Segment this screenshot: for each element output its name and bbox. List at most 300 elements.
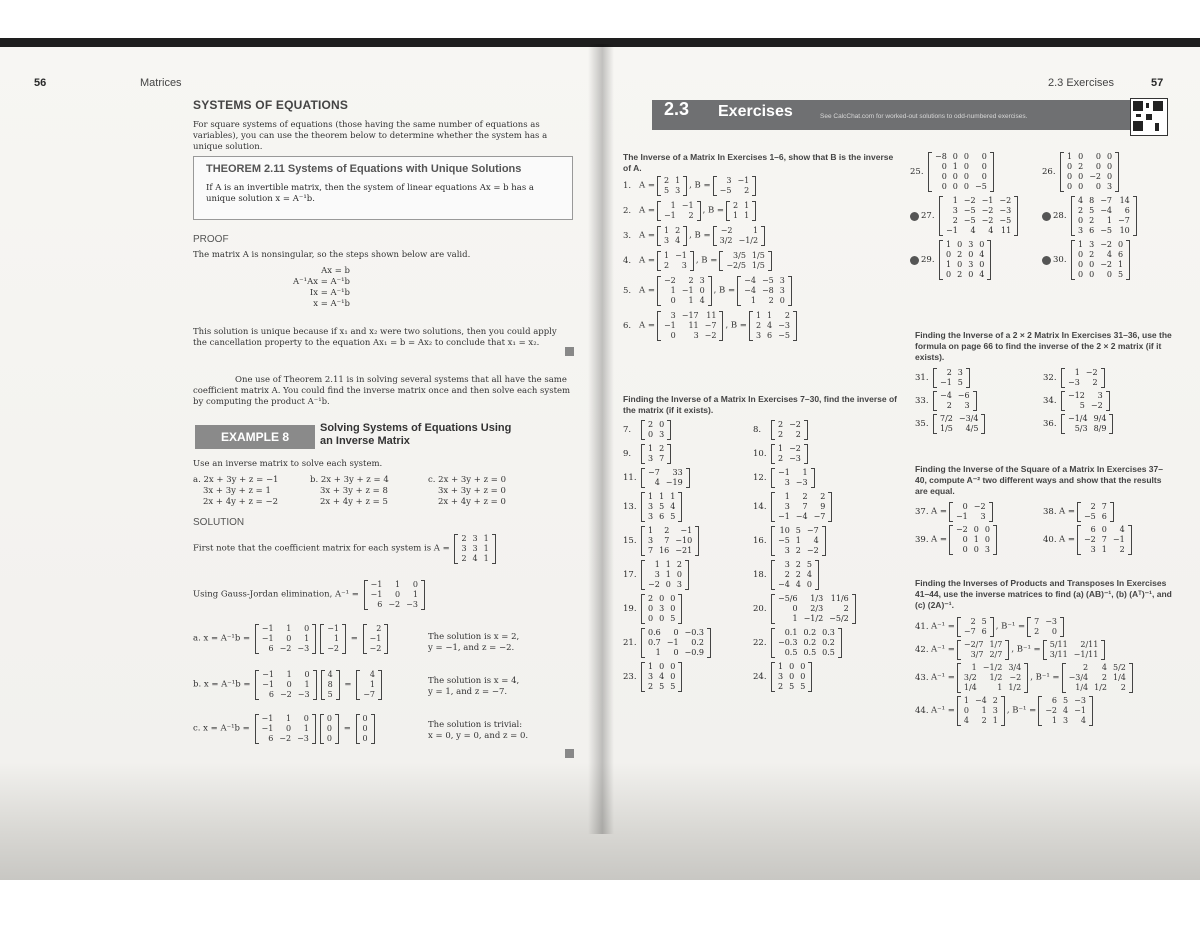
matrix-entry: 2 — [744, 186, 750, 195]
matrix-entry: 3 — [648, 512, 654, 521]
matrix-entry: −1 — [680, 526, 693, 535]
exercise-number: 23. — [623, 671, 637, 682]
matrix-entry: 2 — [664, 526, 670, 535]
matrix — [771, 444, 808, 464]
matrix-entry: 3 — [778, 672, 784, 681]
equation: 3x + 3y + z = 8 — [320, 486, 388, 496]
matrix-entry: 3/7 — [970, 650, 984, 659]
matrix — [1038, 696, 1093, 726]
exercise-number: 20. — [753, 603, 767, 614]
matrix-entry: 2 — [376, 624, 382, 633]
matrix-entry: −2 — [279, 644, 292, 653]
matrix — [771, 560, 819, 590]
exercise-number: 44. — [915, 705, 929, 716]
matrix-entry: 4 — [979, 250, 985, 259]
matrix — [1061, 391, 1110, 411]
exercises-1-6 — [623, 176, 898, 346]
exercise-number: 5. — [623, 285, 632, 296]
exercise-item — [1042, 152, 1174, 192]
exercise-number: 24. — [753, 671, 767, 682]
exercise-item — [1042, 240, 1174, 280]
matrix-entry: 3 — [784, 560, 790, 569]
exercise-row — [623, 492, 898, 522]
matrix-entry: −8 — [935, 152, 947, 161]
matrix-entry: 0 — [670, 662, 676, 671]
matrix-entry: 5 — [1117, 270, 1124, 279]
matrix-entry: −2 — [369, 644, 382, 653]
matrix-label: A = — [1059, 534, 1075, 545]
matrix-entry: 3/4 — [1008, 663, 1022, 672]
matrix-entry: −2 — [955, 525, 968, 534]
matrix-entry: 2 — [659, 444, 665, 453]
matrix — [957, 640, 1009, 660]
matrix-entry: −1 — [666, 638, 679, 647]
exercise-item — [623, 628, 753, 658]
matrix-entry: 3 — [784, 502, 790, 511]
matrix-entry: −0.3 — [778, 638, 798, 647]
exercise-item — [915, 368, 1043, 388]
matrix-entry: 2 — [946, 401, 952, 410]
matrix — [939, 240, 991, 280]
theorem-body: If A is an invertible matrix, then the system of linear equations Ax = b has a unique solution x = A⁻¹b. — [206, 183, 534, 204]
note-line: y = 1, and z = −7. — [428, 687, 508, 697]
matrix-entry: 4 — [1080, 716, 1086, 725]
matrix-entry: −2 — [973, 502, 986, 511]
matrix-entry: 0 — [792, 604, 798, 613]
matrix-entry: 6 — [1051, 696, 1058, 705]
matrix-entry: 6 — [1117, 250, 1124, 259]
matrix-entry: −1 — [369, 634, 382, 643]
matrix-entry: 0 — [326, 724, 332, 733]
exercise-number: 30. — [1053, 254, 1067, 265]
matrix-entry: 4 — [472, 554, 478, 563]
matrix-entry: 0 — [984, 525, 990, 534]
matrix-entry: 3 — [952, 206, 958, 215]
matrix-entry: 0 — [362, 714, 368, 723]
exercise-item — [753, 468, 883, 488]
usage-paragraph: One use of Theorem 2.11 is in solving several systems that all have the same coefficient matrix A. You could find the inverse matrix once and then solve each system by computing the product A⁻¹b. — [193, 375, 571, 407]
exercise-number: 33. — [915, 395, 929, 406]
matrix-entry: 5 — [659, 502, 665, 511]
matrix — [356, 714, 375, 744]
exercise-item — [753, 492, 883, 522]
matrix-entry: −1 — [737, 176, 750, 185]
matrix-entry: 0.2 — [691, 638, 704, 647]
exercise-number: 41. — [915, 621, 929, 632]
matrix-entry: 0 — [1078, 250, 1084, 259]
matrix — [933, 368, 970, 388]
matrix-entry: 3 — [472, 534, 478, 543]
subsection-square: Finding the Inverse of the Square of a Matrix In Exercises 37–40, compute A⁻² two different ways and show that the results are equal. — [915, 464, 1163, 496]
matrix-entry: 2 — [663, 261, 670, 270]
matrix-entry: 3 — [968, 240, 974, 249]
running-head: 2.3 Exercises — [1048, 77, 1115, 89]
exercise-item — [1043, 525, 1171, 555]
matrix-entry: 1/3 — [810, 594, 824, 603]
matrix-label: A = — [639, 320, 655, 331]
matrix-entry: 0 — [952, 182, 958, 191]
exercise-item — [1043, 391, 1171, 411]
matrix-entry: 1 — [802, 468, 808, 477]
matrix-entry: 5/2 — [1113, 663, 1126, 672]
matrix-entry: 2 — [946, 368, 952, 377]
matrix-entry: 7 — [1101, 502, 1107, 511]
matrix-entry: −5 — [999, 216, 1012, 225]
matrix-entry: 1 — [659, 492, 665, 501]
matrix-entry: −1/2 — [982, 663, 1003, 672]
matrix-entry: −2 — [1083, 535, 1096, 544]
exercise-row — [910, 152, 1175, 192]
matrix — [1062, 663, 1133, 693]
matrix-entry: 6 — [659, 512, 665, 521]
exercise-number: 11. — [623, 472, 637, 483]
exercise-item — [915, 525, 1043, 555]
matrix-entry: 0 — [412, 580, 418, 589]
matrix-entry: 1 — [670, 286, 676, 295]
matrix-entry: 1 — [1101, 545, 1107, 554]
exercise-item — [753, 594, 883, 624]
matrix-entry: 1 — [483, 554, 489, 563]
matrix-entry: −8 — [761, 286, 774, 295]
matrix-entry: −2 — [1100, 260, 1112, 269]
matrix-entry: −3 — [795, 478, 808, 487]
matrix-entry: 5 — [957, 378, 963, 387]
matrix-entry: 1 — [963, 696, 969, 705]
matrix-entry: 2 — [778, 430, 784, 439]
matrix-entry: −1 — [370, 580, 383, 589]
matrix-entry: −7 — [963, 627, 976, 636]
matrix-entry: −4 — [974, 696, 987, 705]
qr-code-icon — [1130, 98, 1168, 136]
matrix — [957, 617, 994, 637]
matrix-entry: 1 — [286, 714, 292, 723]
exercise-item — [623, 526, 753, 556]
matrix-entry: 0 — [1095, 182, 1101, 191]
matrix-entry: 6 — [1101, 512, 1107, 521]
matrix-entry: 4 — [795, 580, 801, 589]
exercise-number: 17. — [623, 569, 637, 580]
matrix-entry: 2 — [733, 201, 739, 210]
matrix-entry: −4 — [744, 276, 756, 285]
matrix — [713, 226, 765, 246]
matrix — [255, 624, 316, 654]
matrix-entry: 5 — [670, 512, 676, 521]
equation: 2x + 4y + z = −2 — [203, 497, 278, 507]
matrix-entry: −1 — [262, 680, 274, 689]
matrix-entry: 3 — [681, 261, 687, 270]
matrix-entry: 0 — [286, 724, 292, 733]
exercise-item — [753, 526, 883, 556]
matrix-entry: 0 — [1078, 182, 1084, 191]
matrix-entry: −2 — [1089, 172, 1101, 181]
matrix — [737, 276, 792, 306]
matrix-entry: 0 — [800, 672, 806, 681]
exercise-row — [623, 560, 898, 590]
matrix-entry: −2 — [1100, 240, 1112, 249]
matrix — [771, 420, 808, 440]
end-of-example-mark — [565, 749, 574, 758]
matrix-entry: 4 — [1106, 250, 1112, 259]
matrix-entry: 3 — [755, 331, 762, 340]
exercise-number: 9. — [623, 448, 632, 459]
matrix-entry: 0 — [957, 260, 963, 269]
matrix-entry: −1 — [370, 590, 383, 599]
matrix-entry: 1 — [784, 492, 790, 501]
section-title: SYSTEMS OF EQUATIONS — [193, 98, 349, 112]
matrix — [719, 251, 771, 271]
matrix-entry: 4 — [806, 570, 812, 579]
matrix-entry: 0.7 — [648, 638, 661, 647]
matrix-entry: −12 — [1068, 391, 1085, 400]
matrix — [641, 444, 671, 464]
matrix-entry: 3 — [1090, 545, 1096, 554]
matrix-entry: 2 — [952, 216, 958, 225]
matrix-entry: 2 — [981, 716, 987, 725]
matrix-entry: 0 — [962, 502, 968, 511]
matrix-entry: 2 — [675, 226, 681, 235]
matrix-entry: 0 — [326, 734, 332, 743]
matrix-entry: 6 — [377, 600, 383, 609]
matrix — [957, 696, 1005, 726]
matrix-entry: 4 — [654, 478, 660, 487]
matrix-entry: −7 — [1117, 216, 1130, 225]
matrix-entry: 1 — [286, 670, 292, 679]
matrix-entry: 3 — [1089, 240, 1095, 249]
matrix-entry: −3 — [297, 734, 309, 743]
matrix — [771, 594, 856, 624]
equation: c. 2x + 3y + z = 0 — [428, 475, 507, 485]
matrix-entry: −5/6 — [778, 594, 798, 603]
matrix-entry: 0 — [303, 714, 309, 723]
matrix-entry: −2 — [999, 196, 1012, 205]
matrix-entry: 1 — [304, 680, 310, 689]
subsection-find-inverse: Finding the Inverse of a Matrix In Exercises 7–30, find the inverse of the matrix (if it exists). — [623, 394, 897, 415]
matrix — [641, 492, 682, 522]
matrix-entry: 1 — [663, 226, 670, 235]
matrix-entry: 0.2 — [803, 638, 817, 647]
matrix-entry: 0 — [304, 624, 310, 633]
matrix-entry: 10 — [1119, 226, 1130, 235]
matrix-entry: 0 — [648, 430, 654, 439]
exercise-number: 3. — [623, 230, 632, 241]
exercise-number: 1. — [623, 180, 632, 191]
matrix-entry: −21 — [675, 546, 693, 555]
matrix-entry: −7 — [813, 512, 826, 521]
exercise-item — [915, 414, 1043, 434]
matrix-entry: 1 — [795, 536, 801, 545]
exercise-item — [915, 391, 1043, 411]
matrix — [641, 560, 689, 590]
matrix-entry: 4 — [1078, 196, 1084, 205]
matrix-entry: 0.2 — [822, 638, 835, 647]
matrix — [749, 311, 797, 341]
matrix-entry: 5 — [806, 560, 812, 569]
matrix-entry: 1 — [971, 663, 977, 672]
equation: 3x + 3y + z = 1 — [203, 486, 271, 496]
example-prompt: Use an inverse matrix to solve each system. — [193, 459, 383, 469]
exercise-item — [915, 663, 1173, 693]
matrix-entry: 1/2 — [1008, 683, 1022, 692]
matrix — [255, 670, 316, 700]
matrix-entry: 5 — [663, 186, 670, 195]
matrix-entry: −3/4 — [958, 414, 979, 423]
matrix-entry: 2 — [778, 682, 784, 691]
proof-step: A⁻¹Ax = A⁻¹b — [293, 277, 350, 287]
matrix-entry: 1/5 — [940, 424, 953, 433]
matrix-entry: 1 — [688, 296, 694, 305]
solution-part-b: b. x = A⁻¹b = −1 1 0 −1 0 1 6 −2 −3 4 8 5 = 4 1 −7 — [193, 670, 384, 700]
top-margin — [0, 0, 1200, 40]
exercise-row — [623, 594, 898, 624]
bottom-margin — [0, 880, 1200, 927]
proof-step: Ax = b — [321, 266, 350, 276]
matrix-entry: 0 — [362, 724, 368, 733]
exercise-item — [753, 560, 883, 590]
book-gutter — [588, 44, 614, 834]
matrix — [364, 580, 425, 610]
matrix — [1071, 240, 1130, 280]
matrix-entry: 4 — [1101, 663, 1108, 672]
matrix-entry: 2 — [688, 211, 694, 220]
note-line: x = 0, y = 0, and z = 0. — [428, 731, 529, 741]
exercise-item — [1042, 196, 1174, 236]
matrix — [320, 624, 346, 654]
matrix-entry: 0 — [979, 240, 985, 249]
matrix-entry: 2 — [1120, 683, 1126, 692]
exercise-row — [915, 368, 1173, 388]
matrix-entry: 0 — [973, 545, 979, 554]
matrix-entry: −5 — [719, 186, 732, 195]
matrix-entry: 1 — [333, 634, 339, 643]
exercise-number: 34. — [1043, 395, 1057, 406]
matrix — [771, 628, 842, 658]
exercise-row — [915, 414, 1173, 434]
matrix-entry: −3 — [999, 206, 1012, 215]
matrix-entry: 0 — [659, 614, 665, 623]
matrix-entry: −2 — [279, 734, 292, 743]
solution-part-c: c. x = A⁻¹b = −1 1 0 −1 0 1 6 −2 −3 0 0 0 = 0 0 0 — [193, 714, 377, 744]
matrix-label: , B⁻¹ = — [1011, 644, 1041, 655]
exercise-item — [623, 226, 898, 246]
exercise-item — [623, 468, 753, 488]
exercise-item — [915, 640, 1173, 660]
exercise-number: 43. — [915, 672, 929, 683]
solution-note-b — [428, 676, 568, 698]
matrix-entry: −3 — [789, 454, 801, 463]
matrix-entry: 2 — [1083, 663, 1089, 672]
matrix-entry: 0 — [1089, 260, 1095, 269]
matrix-entry: 0 — [699, 286, 705, 295]
matrix-entry: 0 — [1095, 152, 1101, 161]
matrix — [1071, 196, 1137, 236]
exercise-item — [623, 201, 898, 221]
matrix-entry: 0 — [952, 152, 958, 161]
matrix — [657, 276, 712, 306]
matrix-entry: 1 — [767, 311, 773, 320]
matrix-entry: −1 — [981, 196, 994, 205]
matrix-entry: 3 — [779, 286, 785, 295]
matrix-entry: 2 — [1078, 162, 1084, 171]
proof-label: PROOF — [193, 234, 229, 245]
matrix-entry: 0 — [304, 670, 310, 679]
matrix-entry: 1 — [946, 240, 952, 249]
matrix-entry: −5 — [974, 182, 987, 191]
matrix-label: , B = — [689, 230, 711, 241]
subsection-2x2: Finding the Inverse of a 2 × 2 Matrix In Exercises 31–36, use the formula on page 66 to find the inverse of the 2 × 2 matrix (if it exists). — [915, 330, 1172, 362]
matrix-entry: 2/11 — [1080, 640, 1099, 649]
matrix-entry: 2 — [795, 570, 801, 579]
equation: 3x + 3y + z = 0 — [438, 486, 506, 496]
matrix-entry: 0.1 — [784, 628, 798, 637]
matrix-entry: 3 — [964, 401, 970, 410]
matrix-entry: −2 — [663, 276, 676, 285]
matrix — [641, 594, 682, 624]
matrix-entry: −2 — [388, 600, 401, 609]
matrix — [726, 201, 756, 221]
matrix-entry: 0 — [984, 535, 990, 544]
matrix-entry: 0 — [981, 172, 987, 181]
matrix-entry: 0 — [1117, 240, 1124, 249]
matrix-entry: 1 — [952, 196, 958, 205]
matrix-label: A⁻¹ = — [931, 644, 955, 655]
matrix-entry: −7 — [806, 526, 819, 535]
matrix-entry: −2 — [789, 444, 801, 453]
matrix-entry: 3 — [1106, 182, 1113, 191]
matrix-entry: 0 — [286, 634, 292, 643]
matrix — [1043, 640, 1106, 660]
exercise-row — [915, 391, 1173, 411]
matrix-entry: 5 — [1063, 696, 1069, 705]
matrix-entry: 3 — [654, 570, 660, 579]
matrix-entry: 2 — [1101, 673, 1108, 682]
inverse-statement — [193, 580, 427, 610]
matrix-entry: 4 — [369, 670, 375, 679]
matrix — [771, 662, 812, 692]
matrix-entry: 0.6 — [648, 628, 661, 637]
exercise-number: 39. — [915, 534, 929, 545]
matrix — [1077, 525, 1132, 555]
matrix-entry: 1 — [733, 211, 739, 220]
subsection-inverse: The Inverse of a Matrix In Exercises 1–6, show that B is the inverse of A. — [623, 152, 894, 173]
end-of-proof-mark — [565, 347, 574, 356]
proof-conclusion: This solution is unique because if x₁ and x₂ were two solutions, then you could apply the cancellation property to the equation Ax₁ = b = Ax₂ to conclude that x₁ = x₂. — [193, 327, 557, 348]
matrix — [320, 714, 339, 744]
matrix-entry: 1 — [675, 176, 681, 185]
matrix-entry: 16 — [659, 546, 670, 555]
matrix-entry: −1 — [681, 201, 694, 210]
matrix-entry: 3 — [968, 260, 974, 269]
matrix-entry: −2 — [981, 216, 994, 225]
matrix-entry: −1 — [681, 286, 694, 295]
matrix-entry: −1 — [946, 226, 958, 235]
matrix-entry: 3 — [980, 512, 986, 521]
matrix-entry: 1 — [395, 580, 401, 589]
matrix-entry: 2 — [957, 270, 963, 279]
matrix-entry: −2/7 — [963, 640, 984, 649]
matrix-entry: −5 — [761, 276, 774, 285]
matrix-entry: 4 — [1119, 525, 1125, 534]
matrix-entry: 2 — [461, 534, 467, 543]
page-number: 57 — [1151, 77, 1164, 89]
exercises-41-44 — [915, 617, 1173, 729]
matrix-entry: 4 — [670, 502, 676, 511]
matrix-entry: 1/5 — [751, 261, 765, 270]
exercise-number: 35. — [915, 418, 929, 429]
matrix-entry: 0 — [670, 604, 676, 613]
matrix-entry: 0 — [963, 162, 969, 171]
matrix-entry: 3/2 — [963, 673, 977, 682]
matrix-entry: −4 — [795, 512, 808, 521]
